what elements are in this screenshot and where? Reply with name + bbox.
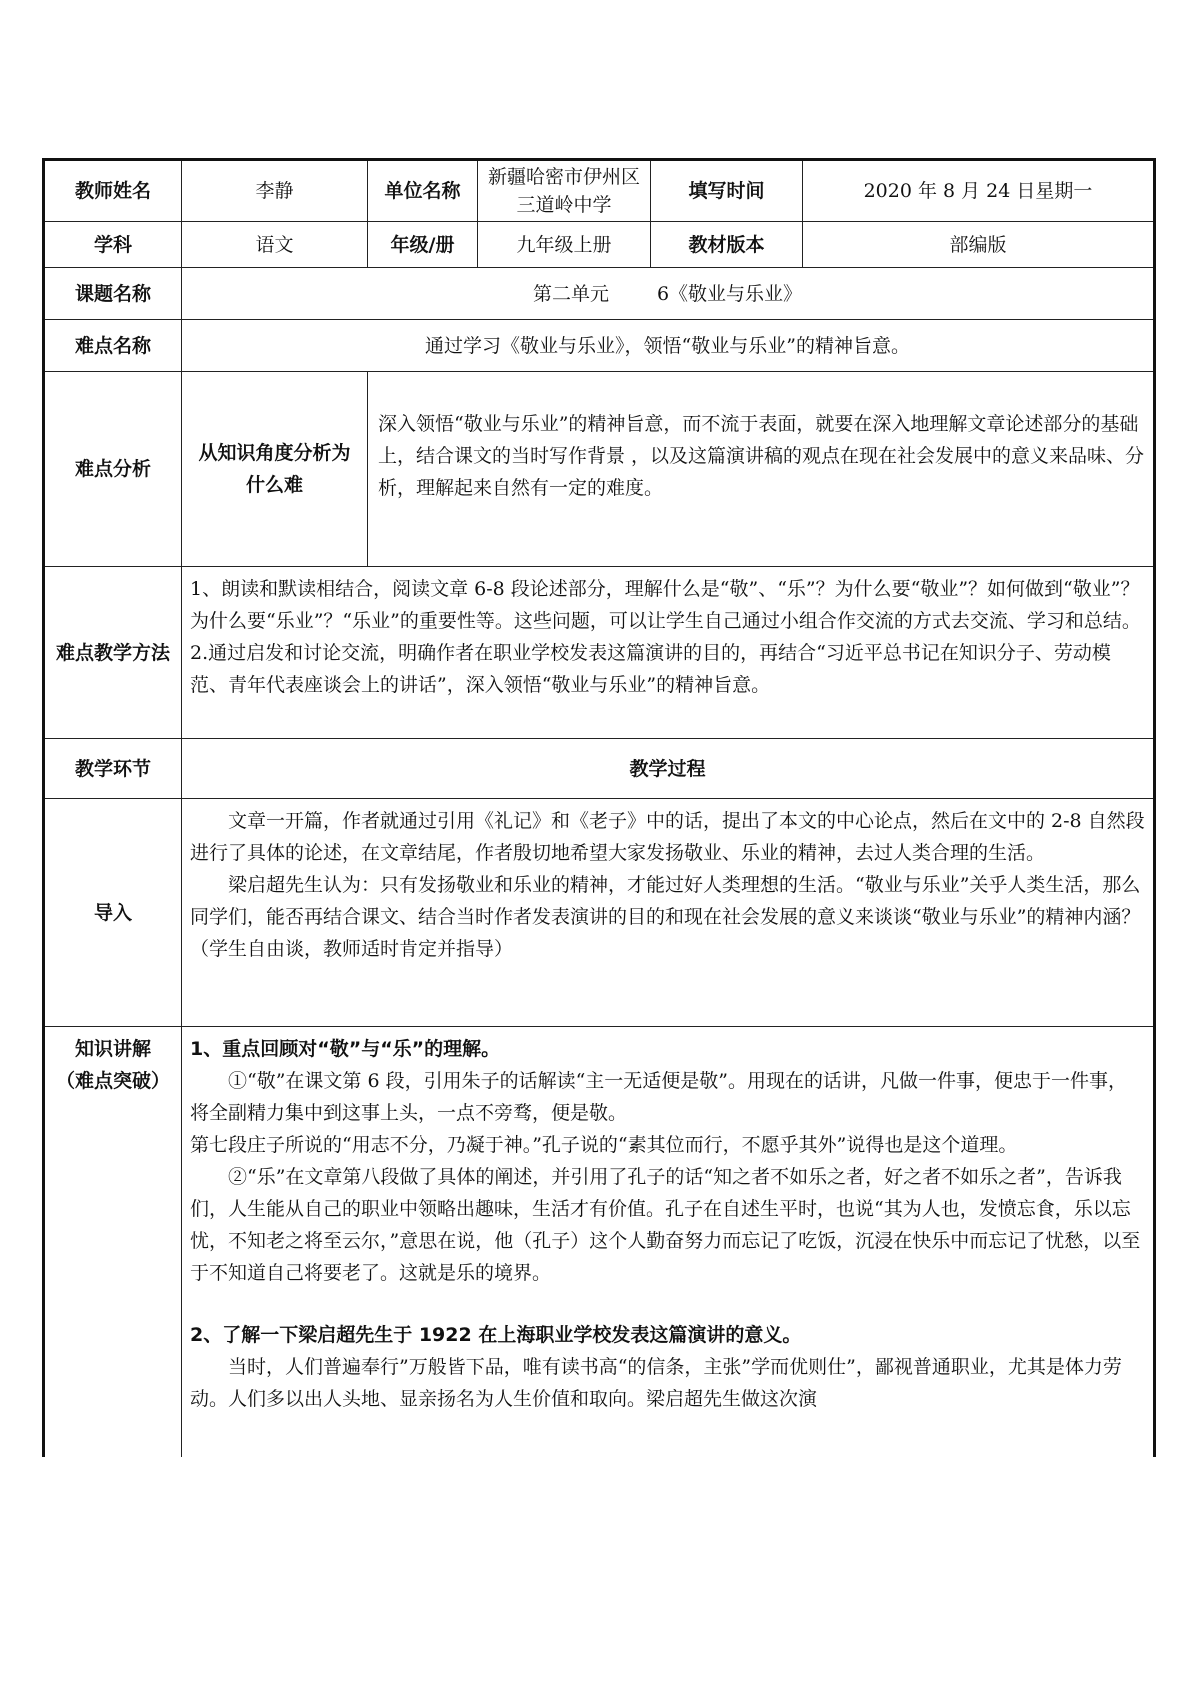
intro-row (44, 799, 1155, 1027)
intro-paragraph-2: 梁启超先生认为：只有发扬敬业和乐业的精神，才能过好人类理想的生活。“敬业与乐业”关乎人类生活，那么同学们，能否再结合课文、结合当时作者发表演讲的目的和现在社会发展的意义来谈谈“敬业与乐业”的精神内涵？ (190, 874, 1141, 928)
topic-title: 6《敬业与乐业》 (656, 282, 803, 305)
intro-paragraph-1: 文章一开篇，作者就通过引用《礼记》和《老子》中的话，提出了本文的中心论点，然后在文中的 2-8 自然段进行了具体的论述，在文章结尾，作者殷切地希望大家发扬敬业、乐业的精神，去过人类合理的生活。 (190, 810, 1145, 864)
unit-label: 单位名称 (368, 160, 478, 222)
knowledge-paragraph-4: 当时，人们普遍奉行”万般皆下品，唯有读书高“的信条，主张”学而优则仕”，鄙视普通职业，尤其是体力劳动。人们多以出人头地、显亲扬名为人生价值和取向。梁启超先生做这次演 (190, 1356, 1122, 1410)
topic-label: 课题名称 (44, 268, 182, 320)
knowledge-text (182, 1027, 1155, 1457)
lesson-plan-table (42, 158, 1156, 1457)
stage-label: 教学环节 (44, 739, 182, 799)
grade-label: 年级/册 (368, 222, 478, 268)
subject-label: 学科 (44, 222, 182, 268)
teacher-label: 教师姓名 (44, 160, 182, 222)
difficulty-value: 通过学习《敬业与乐业》，领悟“敬业与乐业”的精神旨意。 (182, 320, 1155, 372)
intro-label: 导入 (44, 799, 182, 1027)
topic-value (182, 268, 1155, 320)
process-header-row (44, 739, 1155, 799)
subject-value: 语文 (182, 222, 368, 268)
grade-value: 九年级上册 (478, 222, 651, 268)
topic-row (44, 268, 1155, 320)
knowledge-row (44, 1027, 1155, 1457)
paragraph-spacer (190, 1289, 1145, 1319)
difficulty-row (44, 320, 1155, 372)
analysis-text: 深入领悟“敬业与乐业”的精神旨意，而不流于表面，就要在深入地理解文章论述部分的基础上，结合课文的当时写作背景 ，以及这篇演讲稿的观点在现在社会发展中的意义来品味、分析，理解起来自然有一定的难度。 (368, 372, 1155, 567)
knowledge-paragraph-2: 第七段庄子所说的“用志不分，乃凝于神。”孔子说的“素其位而行，不愿乎其外”说得也是这个道理。 (190, 1134, 1018, 1156)
topic-unit: 第二单元 (532, 282, 609, 305)
method-paragraph-1: 1、朗读和默读相结合，阅读文章 6-8 段论述部分，理解什么是“敬”、“乐”？为什么要“敬业”？如何做到“敬业”？为什么要“乐业”？“乐业”的重要性等。这些问题，可以让学生自己通过小组合作交流的方式去交流、学习和总结。 (190, 578, 1141, 632)
intro-paragraph-3: （学生自由谈，教师适时肯定并指导） (190, 938, 514, 960)
date-label: 填写时间 (651, 160, 803, 222)
knowledge-paragraph-3: ②“乐”在文章第八段做了具体的阐述，并引用了孔子的话“知之者不如乐之者，好之者不如乐之者”，告诉我们，人生能从自己的职业中领略出趣味，生活才有价值。孔子在自述生平时，也说“其为人也，发愤忘食，乐以忘忧，不知老之将至云尔，”意思在说，他（孔子）这个人勤奋努力而忘记了吃饭，沉浸在快乐中而忘记了忧愁，以至于不知道自己将要老了。这就是乐的境界。 (190, 1166, 1141, 1284)
knowledge-label-line1: 知识讲解 (74, 1038, 151, 1060)
subject-row (44, 222, 1155, 268)
method-row (44, 567, 1155, 739)
unit-value-line1: 新疆哈密市伊州区 (487, 166, 640, 188)
analysis-sub-label: 从知识角度分析为什么难 (182, 372, 368, 567)
knowledge-label (44, 1027, 182, 1457)
difficulty-label: 难点名称 (44, 320, 182, 372)
intro-text (182, 799, 1155, 1027)
edition-value: 部编版 (803, 222, 1155, 268)
method-text (182, 567, 1155, 739)
knowledge-paragraph-1: ①“敬”在课文第 6 段，引用朱子的话解读“主一无适便是敬”。用现在的话讲，凡做一件事，便忠于一件事，将全副精力集中到这事上头，一点不旁骛，便是敬。 (190, 1070, 1128, 1124)
knowledge-heading-2: 2、了解一下梁启超先生于 1922 在上海职业学校发表这篇演讲的意义。 (190, 1324, 802, 1346)
unit-value (478, 160, 651, 222)
date-value: 2020 年 8 月 24 日星期一 (803, 160, 1155, 222)
knowledge-label-line2: （难点突破） (55, 1070, 170, 1092)
process-label: 教学过程 (182, 739, 1155, 799)
analysis-label: 难点分析 (44, 372, 182, 567)
edition-label: 教材版本 (651, 222, 803, 268)
method-paragraph-2: 2.通过启发和讨论交流，明确作者在职业学校发表这篇演讲的目的，再结合“习近平总书记在知识分子、劳动模范、青年代表座谈会上的讲话”，深入领悟“敬业与乐业”的精神旨意。 (190, 642, 1111, 696)
teacher-row (44, 160, 1155, 222)
unit-value-line2: 三道岭中学 (516, 194, 612, 216)
teacher-value: 李静 (182, 160, 368, 222)
analysis-row (44, 372, 1155, 567)
method-label: 难点教学方法 (44, 567, 182, 739)
knowledge-heading-1: 1、重点回顾对“敬”与“乐”的理解。 (190, 1038, 501, 1060)
